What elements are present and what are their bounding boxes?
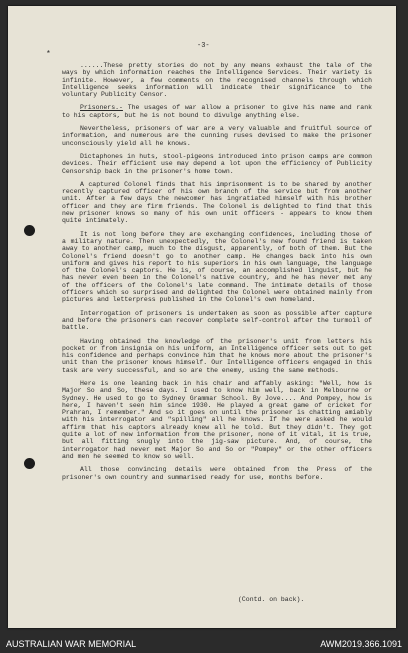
footer-institution: AUSTRALIAN WAR MEMORIAL (6, 639, 137, 649)
section-heading: Prisoners.- (80, 104, 123, 112)
footer-accession-number: AWM2019.366.1091 (320, 639, 402, 649)
paragraph (62, 104, 372, 119)
page-number: -3- (197, 42, 210, 50)
paragraph-text: The usages of war allow a prisoner to give his name and rank to his captors, but he is not bound to divulge anything else. (62, 104, 372, 119)
paragraph: Interrogation of prisoners is undertaken as soon as possible after capture and before the prisoners can recover complete self-control after the turmoil of battle. (62, 309, 372, 332)
paragraph: Nevertheless, prisoners of war are a very valuable and fruitful source of information, and numerous are the cunning ruses devised to make the prisoner unconsciously yield all he knows. (62, 125, 372, 147)
punch-hole (24, 225, 35, 236)
body-text (62, 62, 372, 487)
continued-note: (Contd. on back). (238, 596, 305, 603)
paragraph: Having obtained the knowledge of the prisoner's unit from letters his pocket or from insignia on his uniform, an Intelligence officer sets out to get his confidence and perhaps convince him that he knows more about the prisoner's unit than the prisoner knows himself. Our Intelligence officers engaged in this task are very successful, and so are the enemy, using the same methods. (62, 337, 372, 374)
punch-hole (24, 458, 35, 469)
paragraph: A captured Colonel finds that his imprisonment is to be shared by another recently captured officer of his own branch of the service but from another unit. After a few days the newcomer has ingratiated himself with his brother officer and they are firm friends. The Colonel is delighted to find that this new prisoner knows so many of his own unit officers - appears to know them quite intimately. (62, 180, 372, 225)
paragraph: All those convincing details were obtained from the Press of the prisoner's own country and summarised ready for use, months before. (62, 466, 372, 481)
margin-marker: * (46, 50, 51, 59)
paragraph: ......These pretty stories do not by any means exhaust the tale of the ways by which information reaches the Intelligence Services. Their variety is infinite. However, a few comments on the recognised channels through which Intelligence seeks information will indicate their significance to the voluntary Publicity Censor. (62, 62, 372, 99)
paragraph: Dictaphones in huts, stool-pigeons introduced into prison camps are common devices. Their efficient use may depend a lot upon the efficiency of Publicity Censorship back in the prisoner's home town. (62, 152, 372, 175)
paragraph: It is not long before they are exchanging confidences, including those of a military nature. Then unexpectedly, the Colonel's new found friend is taken away to another camp, much to the disgust, apparently, of both of them. But the Colonel's friend doesn't go to another camp. He changes back into his own uniform and gives his report to his superiors in his own language, the language of the Colonel's captors. He is, of course, an accomplished linguist, but he has never even been in the Colonel's native country, and he has never met any of the officers of the Colonel's late command. The intimate details of those officers which so surprised and delighted the Colonel were obtained mainly from pictures and letterpress published in the Colonel's own homeland. (62, 230, 372, 304)
footer-bar (0, 635, 408, 653)
paragraph: Here is one leaning back in his chair and affably asking: "Well, how is Major So and So, these days. I used to know him well, back in Melbourne or Sydney. He used to go to Sydney Grammar School. By Jove.... And Pompey, how is here, I haven't seen him since 1930. He played a great game of cricket for Prahran, I remember." And so it goes on until the prisoner is chatting amiably with his interrogator and "spilling" all he knows. If he were asked he would affirm that his captors already knew all he told. But they didn't. They got quite a lot of new information from the prisoner, none of it vital, it is true, but all fitting snugly into the jig-saw picture. And, of course, the interrogator had never met Major So and So or "Pompey" or the other officers and men he seemed to know so well. (62, 379, 372, 460)
